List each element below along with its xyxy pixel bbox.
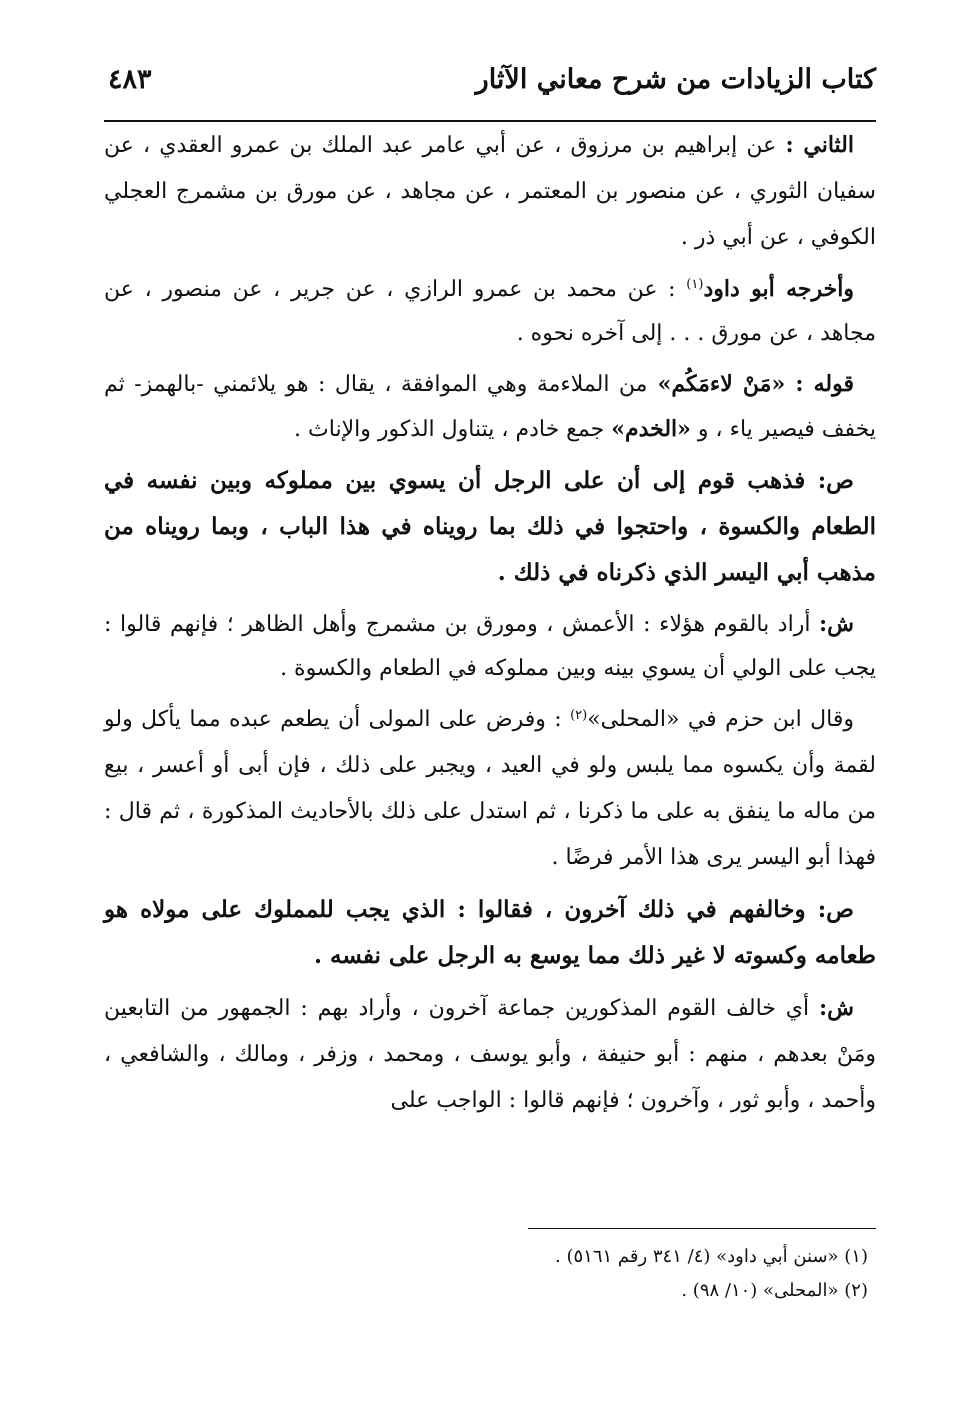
paragraph-ibn-hazm	[104, 697, 876, 881]
paragraph-text: جمع خادم ، يتناول الذكور والإناث .	[294, 417, 612, 442]
footnote-ref-2[interactable]: (٢)	[570, 708, 588, 723]
paragraph-text: عن إبراهيم بن مرزوق ، عن أبي عامر عبد الملك بن عمرو العقدي ، عن سفيان الثوري ، عن منصور بن المعتمر ، عن مجاهد ، عن مورق بن مشمرج العجلي الكوفي ، عن أبي ذر .	[104, 133, 876, 250]
quoted-term: «مَنْ لاءمَكُم»	[647, 371, 796, 397]
paragraph-abu-dawud	[104, 267, 876, 356]
paragraph-shin-1	[104, 602, 876, 691]
paragraph-sad-2: ص: وخالفهم في ذلك آخرون ، فقالوا : الذي يجب للمملوك على مولاه هو طعامه وكسوته لا غير ذلك مما يوسع به الرجل على نفسه .	[104, 896, 876, 969]
paragraph-text: من الملاءمة وهي الموافقة ، يقال : هو يلائمني -بالهمز- ثم يخفف فيصير ياء ، و	[104, 372, 876, 442]
footnotes	[104, 1240, 876, 1308]
book-page	[104, 50, 876, 1370]
paragraph-lead: ش:	[819, 611, 854, 637]
footnote-1: (١) «سنن أبي داود» (٤/ ٣٤١ رقم ٥١٦١) .	[555, 1246, 868, 1267]
main-text	[104, 122, 876, 1130]
paragraph-lead: ش:	[819, 995, 854, 1021]
footnote-ref-1[interactable]: (١)	[686, 277, 704, 292]
paragraph-text: : وفرض على المولى أن يطعم عبده مما يأكل ولو لقمة وأن يكسوه مما يلبس ولو في العيد ، ويجبر على ذلك ، فإن أبى أو أعسر ، بيع من ماله ما ينفق به على ما ذكرنا ، ثم استدل على ذلك بالأحاديث المذكورة ، ثم قال : فهذا أبو اليسر يرى هذا الأمر فرضًا .	[104, 707, 876, 870]
paragraph-text: وقال ابن حزم في «المحلى»	[587, 707, 854, 732]
paragraph-lead: وأخرجه أبو داود	[703, 276, 854, 302]
paragraph-lead: قوله :	[795, 371, 854, 397]
paragraph-isnad-second	[104, 122, 876, 261]
paragraph-text: أراد بالقوم هؤلاء : الأعمش ، ومورق بن مشمرج وأهل الظاهر ؛ فإنهم قالوا : يجب على الولي أن يسوي بينه وبين مملوكه في الطعام والكسوة .	[104, 612, 876, 681]
paragraph-explanation	[104, 362, 876, 452]
paragraph-sad-1: ص: فذهب قوم إلى أن على الرجل أن يسوي بين مملوكه وبين نفسه في الطعام والكسوة ، واحتجوا في ذلك بما رويناه في هذا الباب ، وبما رويناه من مذهب أبي اليسر الذي ذكرناه في ذلك .	[104, 467, 876, 586]
footnote-2: (٢) «المحلى» (١٠/ ٩٨) .	[681, 1280, 868, 1301]
paragraph-lead: الثاني :	[785, 132, 854, 158]
paragraph-text: : عن محمد بن عمرو الرازي ، عن جرير ، عن منصور ، عن مجاهد ، عن مورق . . . إلى آخره نحوه .	[104, 277, 876, 346]
paragraph-text: أي خالف القوم المذكورين جماعة آخرون ، وأراد بهم : الجمهور من التابعين ومَنْ بعدهم ، منهم : أبو حنيفة ، وأبو يوسف ، ومحمد ، وزفر ، ومالك ، والشافعي ، وأحمد ، وأبو ثور ، وآخرون ؛ فإنهم قالوا : الواجب على	[104, 996, 876, 1113]
quoted-term: «الخدم»	[611, 416, 691, 442]
running-title: كتاب الزيادات من شرح معاني الآثار	[475, 64, 876, 95]
page-header	[104, 60, 876, 108]
paragraph-shin-2	[104, 985, 876, 1124]
footnote-separator	[528, 1228, 876, 1229]
page-number: ٤٨٣	[108, 64, 152, 95]
